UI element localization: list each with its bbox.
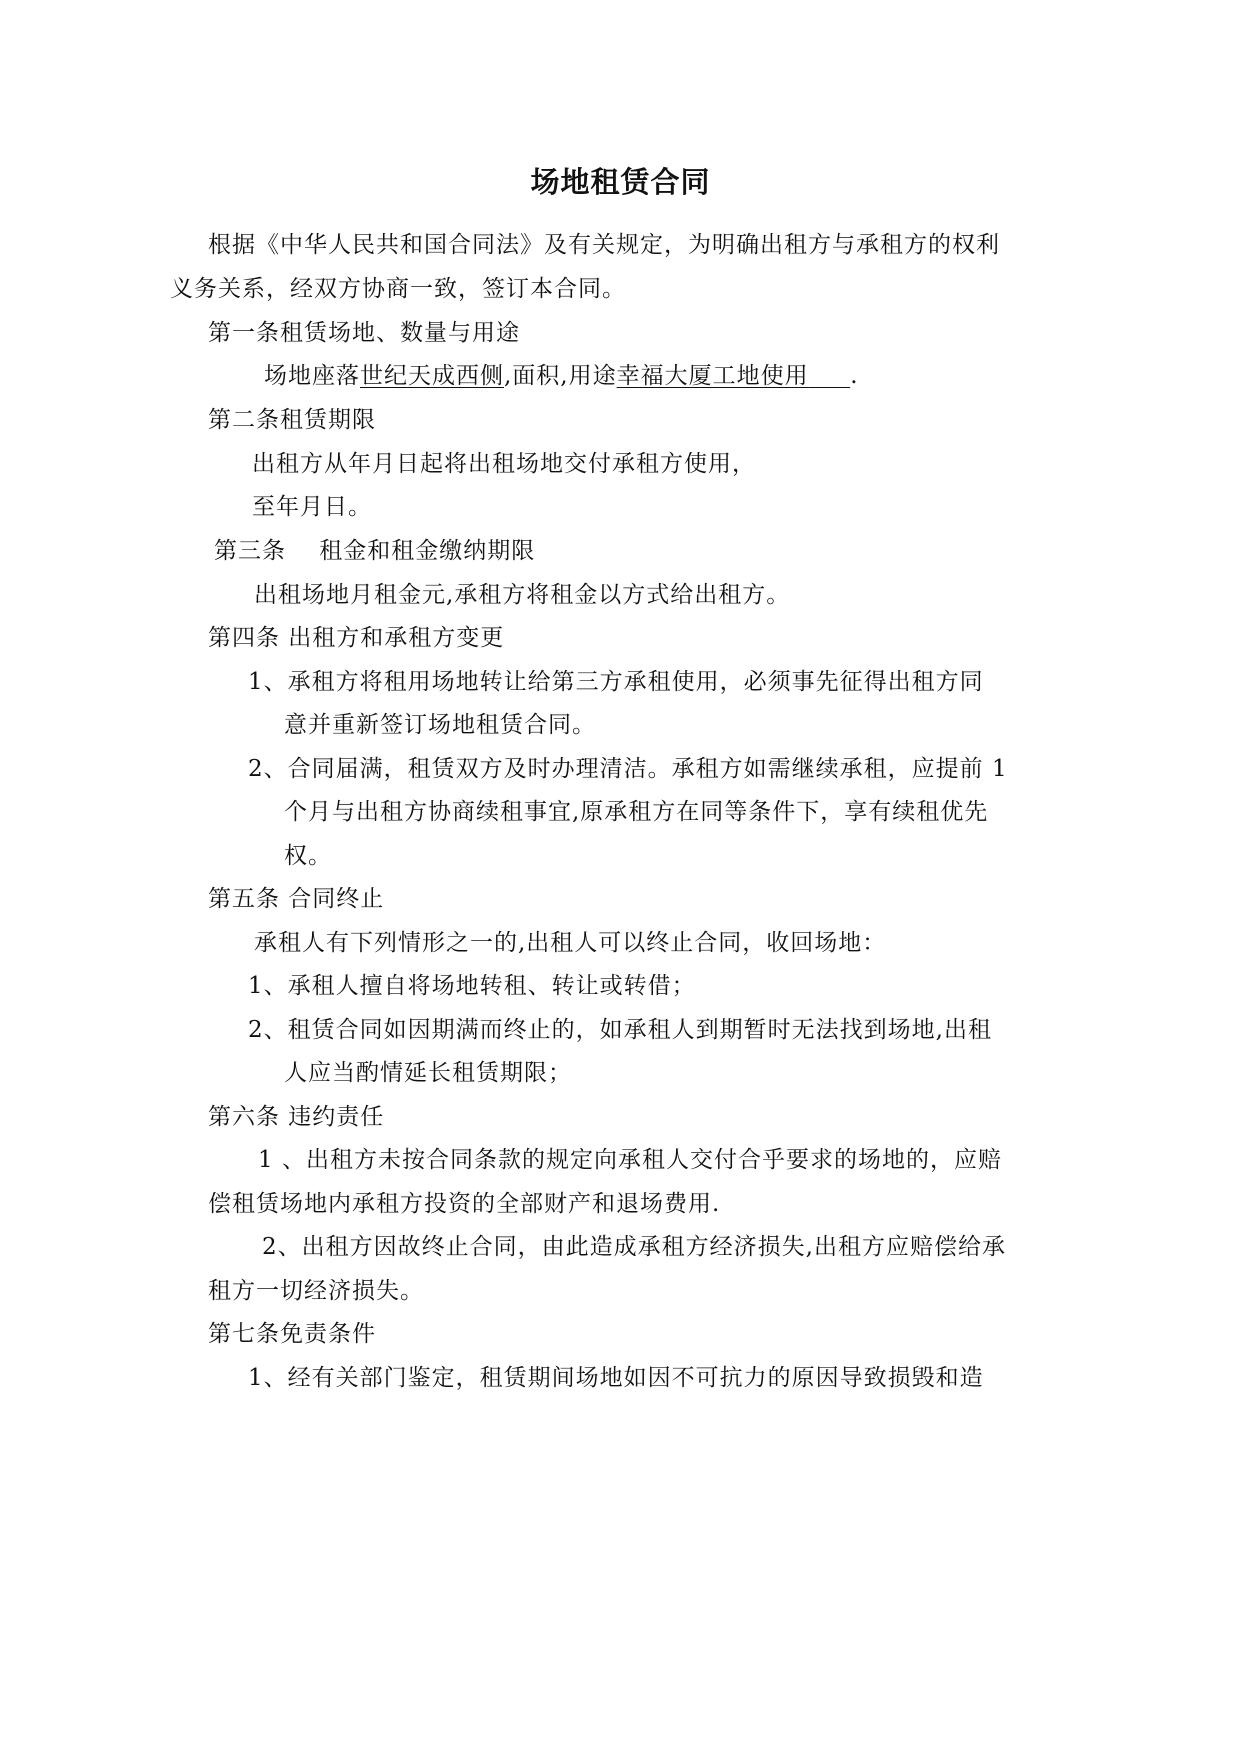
intro-line-2: 义务关系，经双方协商一致，签订本合同。 bbox=[170, 276, 626, 302]
intro-line-1: 根据《中华人民共和国合同法》及有关规定，为明确出租方与承租方的权利 bbox=[208, 232, 1000, 258]
article-6-item-2-line-1: 2、出租方因故终止合同，由此造成承租方经济损失,出租方应赔偿给承 bbox=[262, 1234, 1006, 1260]
site-purpose-value bbox=[617, 363, 851, 389]
site-purpose-blank bbox=[809, 363, 851, 389]
article-4-item-2-line-3: 权。 bbox=[284, 843, 332, 869]
article-1-text-b: ,面积,用途 bbox=[504, 363, 617, 389]
article-7-heading: 第七条免责条件 bbox=[208, 1321, 376, 1347]
article-6-item-1-line-1: 1 、出租方未按合同条款的规定向承租人交付合乎要求的场地的，应赔 bbox=[258, 1147, 1002, 1173]
article-5-item-1: 1、承租人擅自将场地转租、转让或转借； bbox=[248, 973, 696, 999]
article-3-line-1: 出租场地月租金元,承租方将租金以方式给出租方。 bbox=[254, 582, 791, 608]
site-purpose-text: 幸福大厦工地使用 bbox=[616, 363, 809, 389]
article-4-item-2-line-1: 2、合同届满，租赁双方及时办理清洁。承租方如需继续承租，应提前 1 bbox=[248, 756, 1008, 782]
article-6-item-1-line-2: 偿租赁场地内承租方投资的全部财产和退场费用. bbox=[208, 1191, 721, 1217]
article-5-item-2-line-1: 2、租赁合同如因期满而终止的，如承租人到期暂时无法找到场地,出租 bbox=[248, 1017, 992, 1043]
article-4-heading: 第四条 出租方和承租方变更 bbox=[208, 625, 505, 651]
article-5-heading: 第五条 合同终止 bbox=[208, 886, 385, 912]
article-4-item-1-line-2: 意并重新签订场地租赁合同。 bbox=[284, 712, 596, 738]
article-4-item-2-line-2: 个月与出租方协商续租事宜,原承租方在同等条件下，享有续租优先 bbox=[284, 799, 989, 825]
article-1-text-c: . bbox=[850, 363, 859, 389]
article-5-intro: 承租人有下列情形之一的,出租人可以终止合同，收回场地： bbox=[254, 930, 887, 956]
article-3-heading: 第三条 租金和租金缴纳期限 bbox=[214, 538, 536, 564]
article-4-item-1-line-1: 1、承租方将租用场地转让给第三方承租使用，必须事先征得出租方同 bbox=[248, 669, 984, 695]
article-1-heading: 第一条租赁场地、数量与用途 bbox=[208, 320, 520, 346]
document-title: 场地租赁合同 bbox=[530, 165, 711, 199]
article-2-line-2: 至年月日。 bbox=[252, 494, 372, 520]
article-2-heading: 第二条租赁期限 bbox=[208, 407, 376, 433]
article-2-line-1: 出租方从年月日起将出租场地交付承租方使用， bbox=[252, 451, 756, 477]
article-1-text-a: 场地座落 bbox=[264, 363, 360, 389]
article-6-item-2-line-2: 租方一切经济损失。 bbox=[208, 1278, 424, 1304]
site-location-value: 世纪天成西侧 bbox=[360, 363, 504, 389]
article-6-heading: 第六条 违约责任 bbox=[208, 1104, 385, 1130]
article-1-body bbox=[264, 361, 859, 391]
article-5-item-2-line-2: 人应当酌情延长租赁期限； bbox=[284, 1060, 572, 1086]
article-7-item-1-line-1: 1、经有关部门鉴定，租赁期间场地如因不可抗力的原因导致损毁和造 bbox=[248, 1365, 984, 1391]
